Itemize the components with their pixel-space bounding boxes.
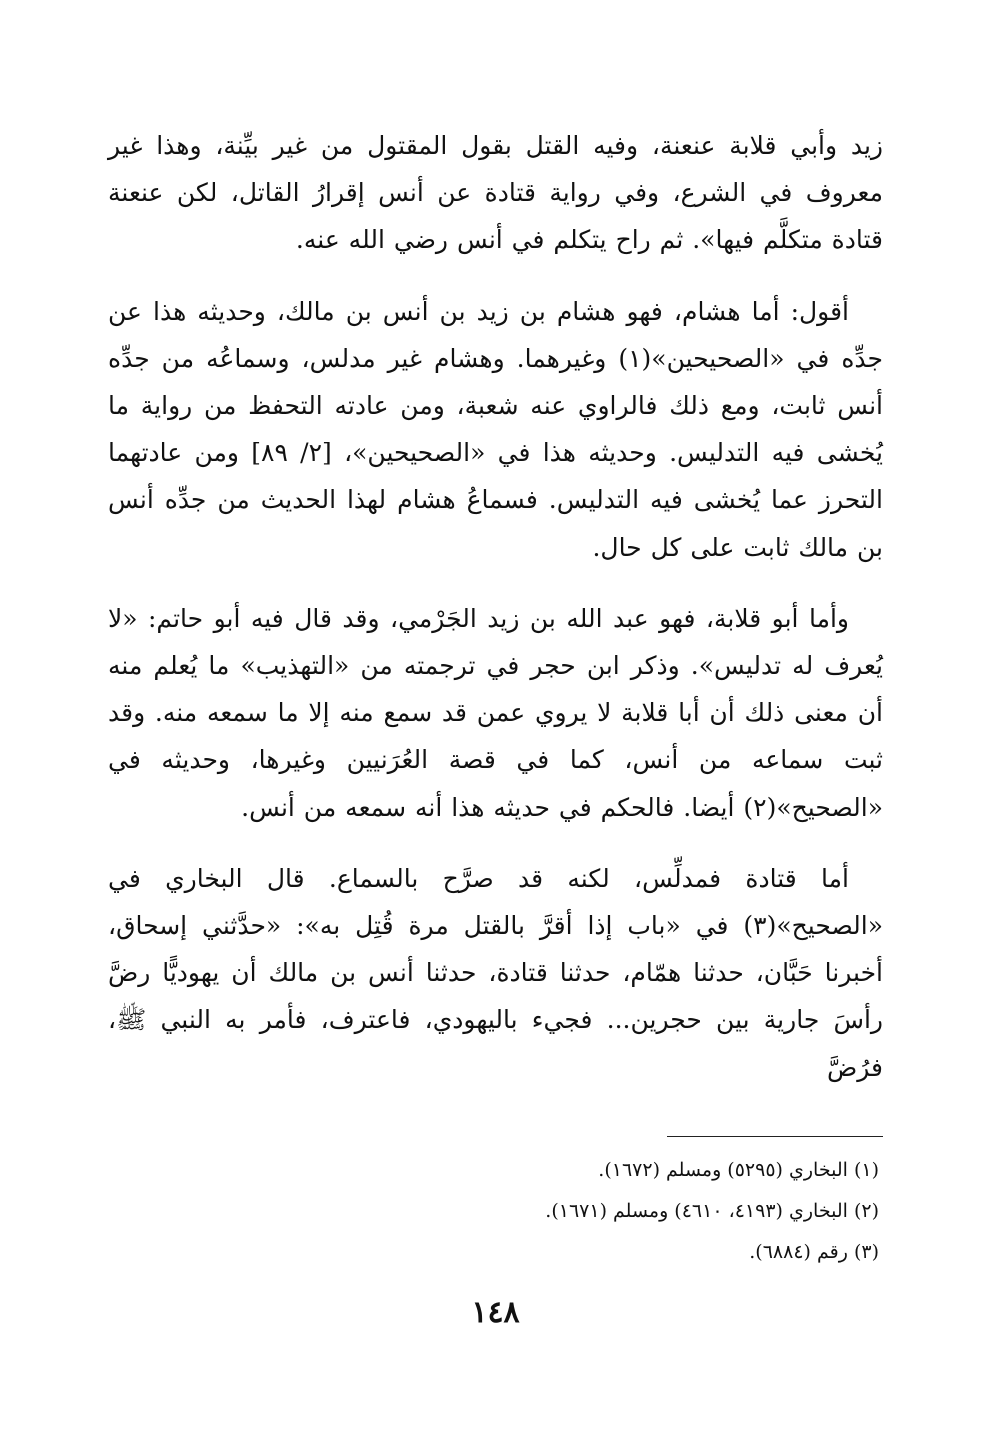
footnote-separator	[667, 1136, 883, 1137]
footnote-1: (١) البخاري (٥٢٩٥) ومسلم (١٦٧٢).	[598, 1159, 879, 1181]
footnotes	[108, 1150, 883, 1273]
footnote-3: (٣) رقم (٦٨٨٤).	[749, 1241, 879, 1263]
paragraph-1: زيد وأبي قلابة عنعنة، وفيه القتل بقول المقتول من غير بيِّنة، وهذا غير معروف في الشرع، وفي رواية قتادة عن أنس إقرارُ القاتل، لكن عنعنة قتادة متكلَّم فيها». ثم راح يتكلم في أنس رضي الله عنه.	[108, 131, 883, 255]
paragraph-2: أقول: أما هشام، فهو هشام بن زيد بن أنس بن مالك، وحديثه هذا عن جدِّه في «الصحيحين»(١) وغيرهما. وهشام غير مدلس، وسماعُه من جدِّه أنس ثابت، ومع ذلك فالراوي عنه شعبة، ومن عادته التحفظ من رواية ما يُخشى فيه التدليس. وحديثه هذا في «الصحيحين»، [٢/ ٨٩] ومن عادتهما التحرز عما يُخشى فيه التدليس. فسماعُ هشام لهذا الحديث من جدِّه أنس بن مالك ثابت على كل حال.	[108, 296, 883, 562]
paragraph-3: وأما أبو قلابة، فهو عبد الله بن زيد الجَرْمي، وقد قال فيه أبو حاتم: «لا يُعرف له تدليس». وذكر ابن حجر في ترجمته من «التهذيب» ما يُعلم منه أن معنى ذلك أن أبا قلابة لا يروي عمن قد سمع منه إلا ما سمعه منه. وقد ثبت سماعه من أنس، كما في قصة العُرَنيين وغيرها، وحديثه في «الصحيح»(٢) أيضا. فالحكم في حديثه هذا أنه سمعه من أنس.	[108, 603, 883, 822]
footnote-2: (٢) البخاري (٤١٩٣، ٤٦١٠) ومسلم (١٦٧١).	[545, 1200, 879, 1222]
paragraph-4: أما قتادة فمدلِّس، لكنه قد صرَّح بالسماع. قال البخاري في «الصحيح»(٣) في «باب إذا أقرَّ بالقتل مرة قُتِل به»: «حدَّثني إسحاق، أخبرنا حَبَّان، حدثنا همّام، حدثنا قتادة، حدثنا أنس بن مالك أن يهوديًّا رضَّ رأسَ جارية بين حجرين... فجيء باليهودي، فاعترف، فأمر به النبي ﷺ، فرُضَّ	[108, 863, 883, 1082]
page-number: ١٤٨	[471, 1295, 520, 1330]
main-text	[108, 122, 883, 1115]
